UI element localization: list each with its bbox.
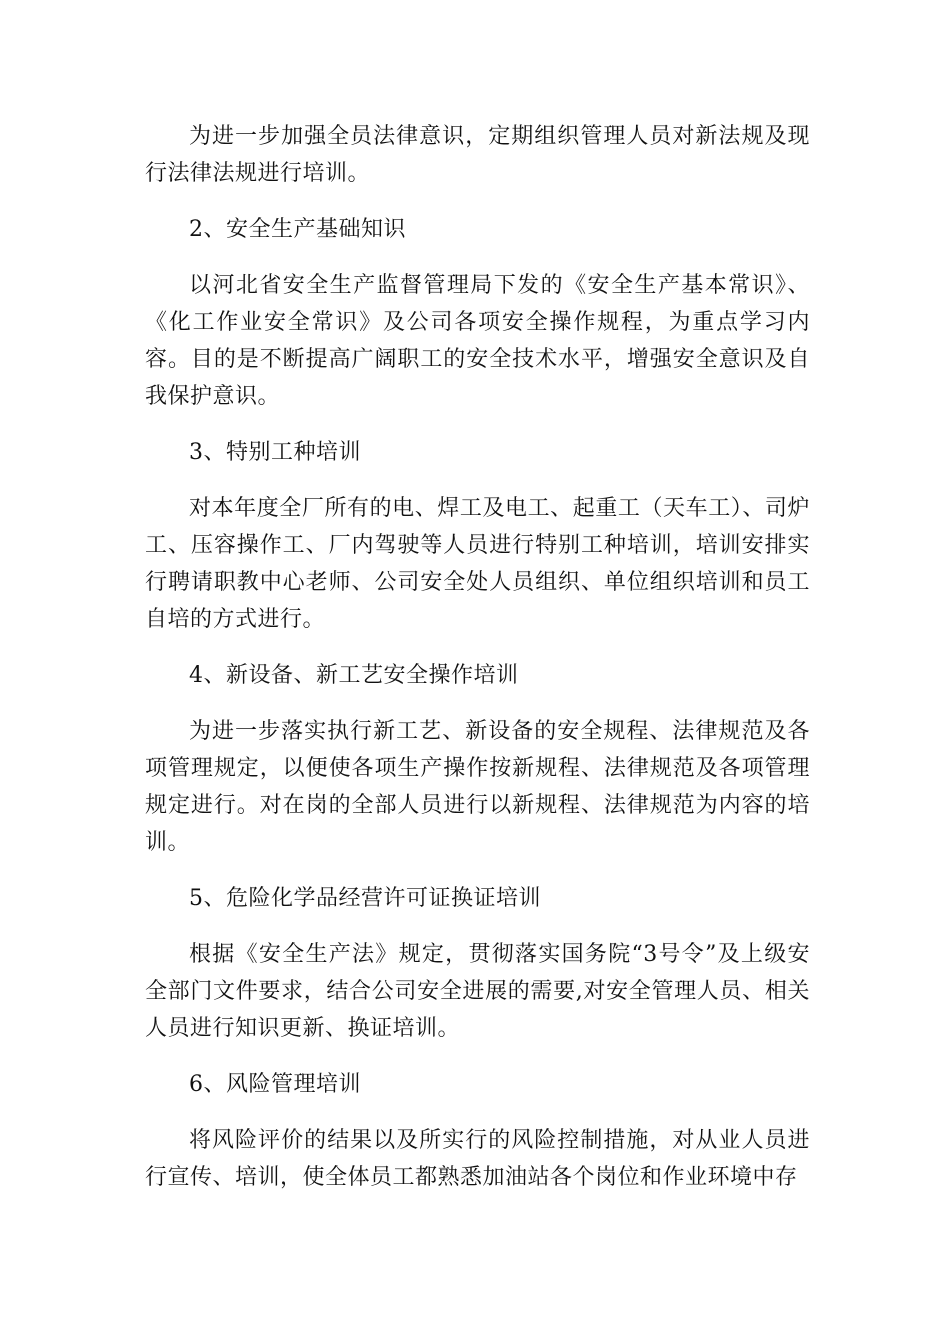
paragraph-special-trades: 对本年度全厂所有的电、焊工及电工、起重工（天车工）、司炉工、压容操作工、厂内驾驶等人员进行特别工种培训，培训安排实行聘请职教中心老师、公司安全处人员组织、单位组织培训和员工自培的方式进行。 [145, 496, 810, 632]
paragraph-legal-training: 为进一步加强全员法律意识，定期组织管理人员对新法规及现行法律法规进行培训。 [145, 124, 810, 186]
paragraph-safety-basics: 以河北省安全生产监督管理局下发的《安全生产基本常识》、《化工作业安全常识》及公司各项安全操作规程，为重点学习内容。目的是不断提高广阔职工的安全技术水平，增强安全意识及自我保护意识。 [145, 273, 810, 409]
paragraph-hazardous-chemicals: 根据《安全生产法》规定，贯彻落实国务院“3号令”及上级安全部门文件要求，结合公司安全进展的需要,对安全管理人员、相关人员进行知识更新、换证培训。 [145, 942, 810, 1041]
document-body [145, 118, 810, 1196]
heading-safety-basics: 2、安全生产基础知识 [189, 217, 406, 242]
heading-new-equipment: 4、新设备、新工艺安全操作培训 [189, 663, 519, 688]
heading-hazardous-chemicals: 5、危险化学品经营许可证换证培训 [189, 886, 541, 911]
heading-special-trades: 3、特别工种培训 [189, 440, 361, 465]
paragraph-new-equipment: 为进一步落实执行新工艺、新设备的安全规程、法律规范及各项管理规定，以便使各项生产操作按新规程、法律规范及各项管理规定进行。对在岗的全部人员进行以新规程、法律规范为内容的培训。 [145, 719, 810, 855]
paragraph-risk-management: 将风险评价的结果以及所实行的风险控制措施，对从业人员进行宣传、培训，使全体员工都熟悉加油站各个岗位和作业环境中存 [145, 1128, 810, 1190]
heading-risk-management: 6、风险管理培训 [189, 1072, 361, 1097]
